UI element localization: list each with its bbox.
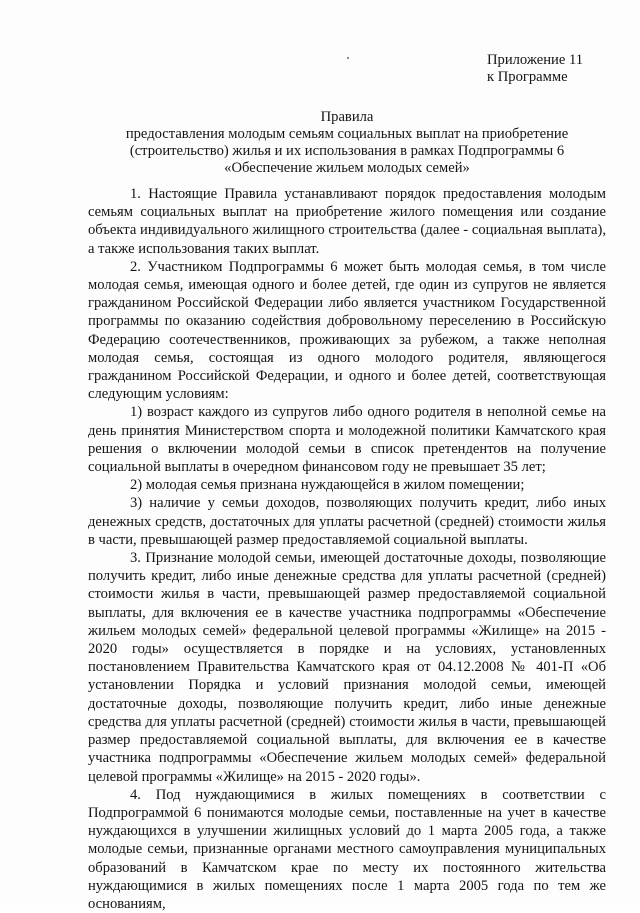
paragraph-3: 3. Признание молодой семьи, имеющей достаточные доходы, позволяющие получить кредит, либо иные денежные средства для уплаты расчетной (средней) стоимости жилья в части, превышающей размер предоставляемой социальной выплаты, для включения ее в качестве участника подпрограммы «Обеспечение жильем молодых семей» федеральной целевой программы «Жилище» на 2015 - 2020 годы» осуществляется в порядке и на условиях, установленных постановлением Правительства Камчатского края от 04.12.2008 № 401-П «Об установлении Порядка и условий признания молодой семьи, имеющей достаточные доходы, позволяющие получить кредит, либо иные денежные средства для уплаты расчетной (средней) стоимости жилья в части, превышающей размер предоставляемой социальной выплаты, для включения ее в качестве участника подпрограммы «Обеспечение жильем молодых семей» федеральной целевой программы «Жилище» на 2015 - 2020 годы». [88, 550, 606, 785]
condition-1: 1) возраст каждого из супругов либо одного родителя в неполной семье на день принятия Министерством спорта и молодежной политики Камчатского края решения о включении молодой семьи в список претендентов на получение социальной выплаты в очередном финансовом году не превышает 35 лет; [88, 404, 606, 476]
paragraph-2: 2. Участником Подпрограммы 6 может быть молодая семья, в том числе молодая семья, имеющая одного и более детей, где один из супругов не является гражданином Российской Федерации либо является участником Государственной программы по оказанию содействия добровольному переселению в Российскую Федерацию соотечественников, проживающих за рубежом, а также неполная молодая семья, состоящая из одного молодого родителя, являющегося гражданином Российской Федерации, и одного и более детей, соответствующая следующим условиям: [88, 258, 606, 403]
document-body [88, 185, 606, 913]
appendix-line-1: Приложение 11 [487, 52, 584, 68]
document-heading [88, 109, 606, 177]
paragraph-1: 1. Настоящие Правила устанавливают порядок предоставления молодым семьям социальных выплат на приобретение жилого помещения или создание объекта индивидуального жилищного строительства (далее - социальная выплата), а также использования таких выплат. [88, 186, 606, 257]
paragraph-4: 4. Под нуждающимися в жилых помещениях в соответствии с Подпрограммой 6 понимаются молодые семьи, поставленные на учет в качестве нуждающихся в улучшении жилищных условий до 1 марта 2005 года, а также молодые семьи, признанные органами местного самоуправления муниципальных образований в Камчатском крае по месту их постоянного жительства нуждающимися в жилых помещениях после 1 марта 2005 года по тем же основаниям, [88, 786, 606, 912]
appendix-note [487, 52, 583, 86]
document-title: Правила [320, 109, 374, 125]
condition-2: 2) молодая семья признана нуждающейся в жилом помещении; [130, 477, 525, 494]
condition-3: 3) наличие у семьи доходов, позволяющих получить кредит, либо иных денежных средств, достаточных для уплаты расчетной (средней) стоимости жилья в части, превышающей размер предоставляемой социальной выплаты. [88, 495, 606, 548]
appendix-line-2: к Программе [487, 69, 568, 85]
scan-speck [347, 57, 349, 59]
document-subtitle: предоставления молодым семьям социальных выплат на приобретение (строительство) жилья и их использования в рамках Подпрограммы 6 «Обеспечение жильем молодых семей» [125, 126, 569, 176]
